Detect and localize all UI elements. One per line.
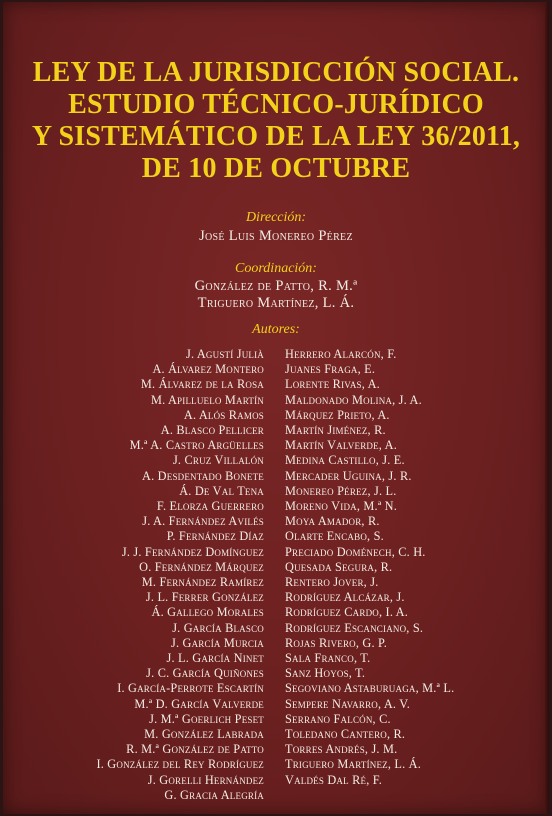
author-name: J. J. Fernández Domínguez bbox=[121, 544, 264, 559]
author-name: Triguero Martínez, L. Á. bbox=[285, 757, 422, 772]
author-name: Moya Amador, R. bbox=[285, 514, 380, 529]
author-name: A. Desdentado Bonete bbox=[142, 468, 264, 483]
author-name: M. Álvarez de la Rosa bbox=[140, 377, 264, 392]
author-name: Rodríguez Escanciano, S. bbox=[285, 620, 424, 635]
title-line: DE 10 DE OCTUBRE bbox=[141, 153, 411, 184]
author-name: Preciado Doménech, C. H. bbox=[285, 544, 426, 559]
author-name: Segoviano Astaburuaga, M.ª L. bbox=[285, 681, 455, 696]
author-name: Mercader Uguina, J. R. bbox=[285, 468, 412, 483]
author-name: J. A. Fernández Avilés bbox=[142, 514, 264, 529]
book-title bbox=[3, 57, 549, 185]
author-name: Rentero Jover, J. bbox=[285, 575, 379, 590]
author-name: Á. Gallego Morales bbox=[151, 605, 264, 620]
author-name: J. C. García Quiñones bbox=[146, 666, 264, 681]
author-name: Monereo Pérez, J. L. bbox=[285, 483, 397, 498]
title-line: Y SISTEMÁTICO DE LA LEY 36/2011, bbox=[31, 121, 521, 152]
author-name: J. García Blasco bbox=[172, 620, 264, 635]
author-name: M. Apilluelo Martín bbox=[150, 392, 264, 407]
author-name: J. Cruz Villalón bbox=[172, 453, 264, 468]
author-name: Sala Franco, T. bbox=[285, 651, 371, 666]
author-name: Rodríguez Alcázar, J. bbox=[285, 590, 405, 605]
author-name: Valdés Dal Ré, F. bbox=[285, 772, 383, 787]
coordinator-name: Triguero Martínez, L. Á. bbox=[197, 295, 355, 311]
author-name: I. García-Perrote Escartín bbox=[117, 681, 264, 696]
author-name: Torres Andrés, J. M. bbox=[285, 742, 398, 757]
author-name: O. Fernández Márquez bbox=[139, 559, 264, 574]
author-name: J. L. Ferrer González bbox=[145, 590, 264, 605]
title-line: LEY DE LA JURISDICCIÓN SOCIAL. bbox=[32, 57, 520, 88]
author-name: F. Elorza Guerrero bbox=[156, 499, 264, 514]
author-name: Maldonado Molina, J. A. bbox=[285, 392, 422, 407]
author-name: Moreno Vida, M.ª N. bbox=[285, 499, 398, 514]
author-name: Márquez Prieto, A. bbox=[285, 407, 390, 422]
author-name: A. Álvarez Montero bbox=[152, 362, 264, 377]
author-name: Rojas Rivero, G. P. bbox=[285, 635, 388, 650]
author-name: R. M.ª González de Patto bbox=[126, 742, 264, 757]
author-name: Herrero Alarcón, F. bbox=[285, 347, 397, 361]
author-name: I. González del Rey Rodríguez bbox=[96, 757, 264, 772]
author-name: M.ª D. García Valverde bbox=[134, 696, 264, 711]
author-name: Medina Castillo, J. E. bbox=[285, 453, 405, 468]
author-name: Lorente Rivas, A. bbox=[285, 377, 380, 392]
author-name: Sempere Navarro, A. V. bbox=[285, 696, 411, 711]
direccion-label: Dirección: bbox=[245, 210, 307, 225]
book-cover bbox=[3, 2, 549, 814]
autores-label: Autores: bbox=[252, 322, 300, 337]
authors-left-column bbox=[96, 347, 264, 803]
author-name: M. González Labrada bbox=[144, 727, 264, 742]
author-name: P. Fernández Díaz bbox=[166, 529, 264, 544]
coordinator-name: González de Patto, R. M.ª bbox=[194, 278, 358, 294]
coordinacion-label: Coordinación: bbox=[235, 261, 317, 276]
author-name: M. Fernández Ramírez bbox=[141, 575, 264, 590]
author-name: Sanz Hoyos, T. bbox=[285, 666, 366, 681]
author-name: Juanes Fraga, E. bbox=[285, 362, 376, 377]
author-name: Rodríguez Cardo, I. A. bbox=[285, 605, 409, 620]
author-name: Olarte Encabo, S. bbox=[285, 529, 384, 544]
author-name: A. Alós Ramos bbox=[183, 407, 264, 422]
author-name: Á. De Val Tena bbox=[179, 483, 264, 498]
author-name: Martín Jiménez, R. bbox=[285, 423, 386, 438]
author-name: Serrano Falcón, C. bbox=[285, 711, 391, 726]
director-name: José Luis Monereo Pérez bbox=[199, 228, 353, 244]
author-name: J. Agustí Julià bbox=[186, 347, 264, 361]
author-name: Martín Valverde, A. bbox=[285, 438, 398, 453]
authors-right-column bbox=[285, 347, 454, 788]
author-name: M.ª A. Castro Argüelles bbox=[129, 438, 264, 453]
author-name: J. M.ª Goerlich Peset bbox=[149, 711, 264, 726]
author-name: J. García Murcia bbox=[170, 635, 264, 650]
author-name: G. Gracia Alegría bbox=[164, 787, 264, 802]
author-name: J. L. García Ninet bbox=[166, 651, 264, 666]
author-name: J. Gorelli Hernández bbox=[147, 772, 264, 787]
author-name: Quesada Segura, R. bbox=[285, 559, 393, 574]
title-line: ESTUDIO TÉCNICO-JURÍDICO bbox=[68, 89, 484, 120]
author-name: A. Blasco Pellicer bbox=[160, 423, 264, 438]
author-name: Toledano Cantero, R. bbox=[285, 727, 406, 742]
